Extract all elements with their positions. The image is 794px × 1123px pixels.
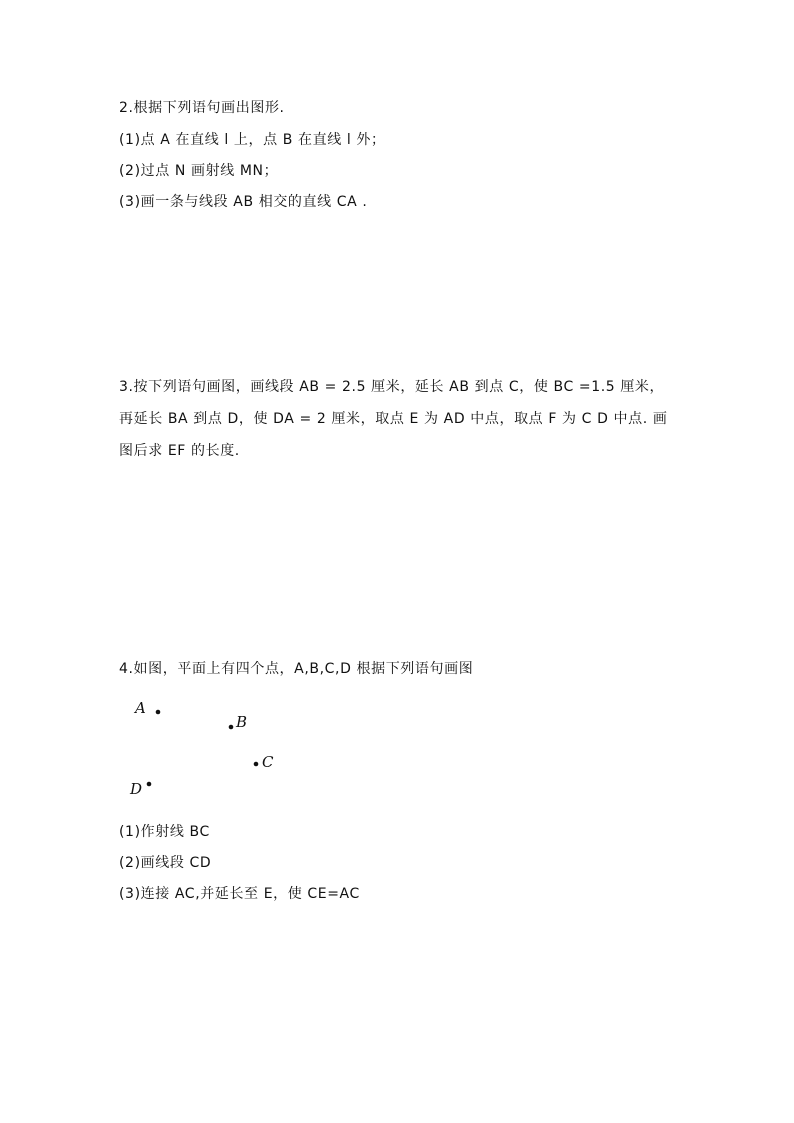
q2-item-3: (3)画一条与线段 AB 相交的直线 CA .: [119, 194, 368, 210]
point-c: [254, 753, 274, 771]
q2-item-1: (1)点 A 在直线 l 上，点 B 在直线 l 外；: [119, 132, 386, 148]
q2-item-2: (2)过点 N 画射线 MN；: [119, 163, 279, 179]
q4-item-2: (2)画线段 CD: [119, 855, 212, 871]
point-a-dot: [156, 710, 161, 715]
q4-item-1: (1)作射线 BC: [119, 824, 210, 840]
q3-line-3: 图后求 EF 的长度.: [119, 443, 240, 459]
point-d-label: D: [130, 780, 143, 798]
point-b-dot: [229, 725, 234, 730]
point-b-label: B: [236, 713, 248, 731]
q2-title: 2.根据下列语句画出图形.: [119, 100, 285, 116]
point-a: [133, 699, 160, 717]
point-c-dot: [254, 762, 259, 767]
q4-title: 4.如图，平面上有四个点，A,B,C,D 根据下列语句画图: [119, 661, 474, 677]
point-c-label: C: [262, 753, 274, 771]
q3-line-1: 3.按下列语句画图，画线段 AB = 2.5 厘米，延长 AB 到点 C，使 BC =1.5 厘米，: [119, 379, 665, 395]
q4-item-3: (3)连接 AC,并延长至 E，使 CE=AC: [119, 886, 360, 902]
q3-line-2: 再延长 BA 到点 D，使 DA = 2 厘米，取点 E 为 AD 中点，取点 F 为 C D 中点. 画: [119, 411, 668, 427]
point-d-dot: [147, 782, 152, 787]
point-b: [229, 713, 247, 731]
point-a-label: A: [135, 699, 146, 717]
point-d: [129, 780, 151, 798]
